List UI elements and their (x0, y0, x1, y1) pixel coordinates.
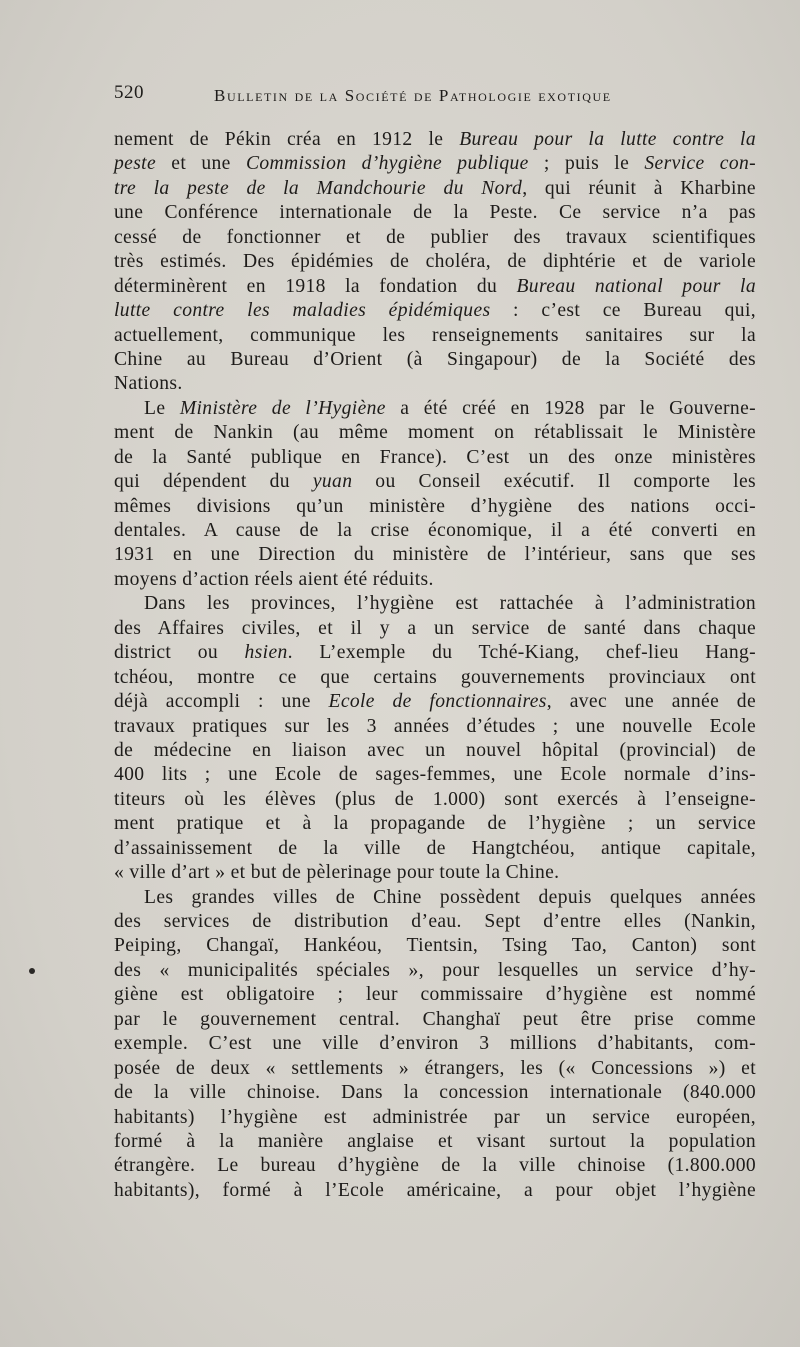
text-line (114, 275, 756, 299)
text-line (114, 348, 756, 372)
text-line (114, 372, 756, 396)
italic-text: Commission d’hygiène publique (245, 153, 529, 175)
text-segment: une Conférence internationale de la Peste. Ce service n’a pas (114, 202, 756, 224)
text-line (114, 715, 756, 739)
text-segment: par le gouvernement central. Changhaï peut être prise comme (114, 1008, 756, 1030)
text-segment: tchéou, montre ce que certains gouvernements provinciaux ont (114, 666, 756, 688)
text-line (114, 226, 756, 250)
text-line (114, 495, 756, 519)
text-line (114, 128, 756, 152)
text-line (114, 397, 756, 421)
text-line (114, 519, 756, 543)
text-segment: Chine au Bureau d’Orient (à Singapour) de la Société des (114, 348, 756, 370)
text-line (114, 641, 756, 665)
text-segment: déjà accompli : une (114, 691, 329, 713)
text-segment: de médecine en liaison avec un nouvel hôpital (provincial) de (114, 739, 756, 761)
text-line (114, 861, 756, 885)
text-segment: Peiping, Changaï, Hankéou, Tientsin, Tsing Tao, Canton) sont (114, 935, 756, 957)
text-segment: a été créé en 1928 par le Gouverne- (385, 397, 757, 419)
text-segment: ment pratique et à la propagande de l’hygiène ; un service (114, 813, 756, 835)
text-line (114, 1057, 756, 1081)
text-segment: « ville d’art » et but de pèlerinage pour toute la Chine. (114, 862, 560, 884)
text-segment: ment de Nankin (au même moment on rétablissait le Ministère (114, 422, 756, 444)
text-segment: giène est obligatoire ; leur commissaire d’hygiène est nommé (114, 984, 756, 1006)
text-segment: moyens d’action réels aient été réduits. (114, 568, 434, 590)
text-line (114, 543, 756, 567)
text-line (114, 812, 756, 836)
text-segment: mêmes divisions qu’un ministère d’hygiène des nations occi- (114, 495, 756, 517)
italic-text: Bureau national pour la (516, 275, 756, 297)
text-segment: qui dépendent du (114, 471, 313, 493)
text-line (114, 152, 756, 176)
text-line (114, 1081, 756, 1105)
text-segment: étrangère. Le bureau d’hygiène de la ville chinoise (1.800.000 (114, 1155, 756, 1177)
text-segment: des services de distribution d’eau. Sept d’entre elles (Nankin, (114, 911, 756, 932)
text-line (114, 1008, 756, 1032)
page-header (114, 82, 754, 110)
text-line (114, 201, 756, 225)
text-line (114, 1106, 756, 1130)
body-text (114, 128, 756, 1203)
text-line (114, 934, 756, 958)
page-number: 520 (114, 82, 144, 103)
text-segment: et une (156, 153, 246, 175)
text-segment: habitants) l’hygiène est administrée par un service européen, (114, 1106, 756, 1128)
text-segment: 1931 en une Direction du ministère de l’intérieur, sans que ses (114, 544, 756, 566)
text-line (114, 421, 756, 445)
text-segment: des Affaires civiles, et il y a un service de santé dans chaque (114, 617, 756, 639)
text-segment: dentales. A cause de la crise économique, il a été converti en (114, 520, 756, 541)
text-line (114, 446, 756, 470)
text-segment: exemple. C’est une ville d’environ 3 millions d’habitants, com- (114, 1033, 756, 1055)
text-segment: district ou (114, 642, 245, 664)
text-segment: formé à la manière anglaise et visant surtout la population (114, 1130, 756, 1152)
italic-text: yuan (312, 471, 353, 493)
italic-text: tre la peste de la Mandchourie du Nord (114, 177, 523, 199)
text-line (114, 666, 756, 690)
text-line (114, 910, 756, 934)
italic-text: Ministère de l’Hygiène (179, 397, 386, 419)
text-segment: , qui réunit à Kharbine (522, 177, 756, 199)
text-segment: titeurs où les élèves (plus de 1.000) sont exercés à l’enseigne- (114, 788, 756, 810)
text-segment: , avec une année de (546, 691, 756, 713)
text-line (114, 592, 756, 616)
text-line (114, 617, 756, 641)
text-line (114, 983, 756, 1007)
margin-mark (29, 968, 35, 974)
text-segment: posée de deux « settlements » étrangers, les (« Concessions ») et (114, 1057, 756, 1079)
text-segment: d’assainissement de la ville de Hangtchéou, antique capitale, (114, 837, 756, 859)
text-segment: des « municipalités spéciales », pour lesquelles un service d’hy- (114, 959, 756, 981)
text-segment: . L’exemple du Tché-Kiang, chef-lieu Hang- (287, 642, 757, 664)
text-line (114, 177, 756, 201)
italic-text: Service con- (644, 153, 756, 175)
text-line (114, 837, 756, 861)
text-segment: Le (144, 397, 180, 419)
text-line (114, 959, 756, 983)
text-line (114, 250, 756, 274)
running-title: Bulletin de la Société de Pathologie exotique (214, 86, 612, 105)
text-line (114, 763, 756, 787)
text-segment: cessé de fonctionner et de publier des travaux scientifiques (114, 226, 756, 248)
text-line (114, 690, 756, 714)
italic-text: hsien (244, 642, 288, 664)
text-line (114, 739, 756, 763)
text-line (114, 788, 756, 812)
text-line (114, 1032, 756, 1056)
text-segment: très estimés. Des épidémies de choléra, de diphtérie et de variole (114, 251, 756, 273)
italic-text: lutte contre les maladies épidémiques (114, 300, 491, 322)
text-segment: habitants), formé à l’Ecole américaine, a pour objet l’hygiène (114, 1179, 756, 1201)
text-segment: : c’est ce Bureau qui, (490, 300, 756, 322)
text-line (114, 1154, 756, 1178)
text-line (114, 324, 756, 348)
text-segment: Nations. (114, 373, 183, 395)
text-line (114, 568, 756, 592)
text-segment: actuellement, communique les renseignements sanitaires sur la (114, 324, 756, 346)
text-segment: ; puis le (528, 153, 645, 175)
text-line (114, 1130, 756, 1154)
text-segment: nement de Pékin créa en 1912 le (114, 129, 460, 150)
text-line (114, 1179, 756, 1203)
text-segment: 400 lits ; une Ecole de sages-femmes, une Ecole normale d’ins- (114, 764, 756, 786)
italic-text: Ecole de fonctionnaires (328, 691, 547, 713)
text-segment: de la ville chinoise. Dans la concession internationale (840.000 (114, 1082, 756, 1104)
text-segment: ou Conseil exécutif. Il comporte les (352, 471, 757, 493)
text-segment: Dans les provinces, l’hygiène est rattachée à l’administration (144, 593, 756, 615)
text-segment: déterminèrent en 1918 la fondation du (114, 275, 517, 297)
italic-text: Bureau pour la lutte contre la (459, 129, 756, 150)
text-segment: de la Santé publique en France). C’est un des onze ministères (114, 446, 756, 468)
text-segment: travaux pratiques sur les 3 années d’études ; une nouvelle Ecole (114, 715, 756, 737)
text-line (114, 886, 756, 910)
italic-text: peste (114, 153, 157, 175)
text-segment: Les grandes villes de Chine possèdent depuis quelques années (144, 886, 756, 908)
text-line (114, 299, 756, 323)
text-line (114, 470, 756, 494)
